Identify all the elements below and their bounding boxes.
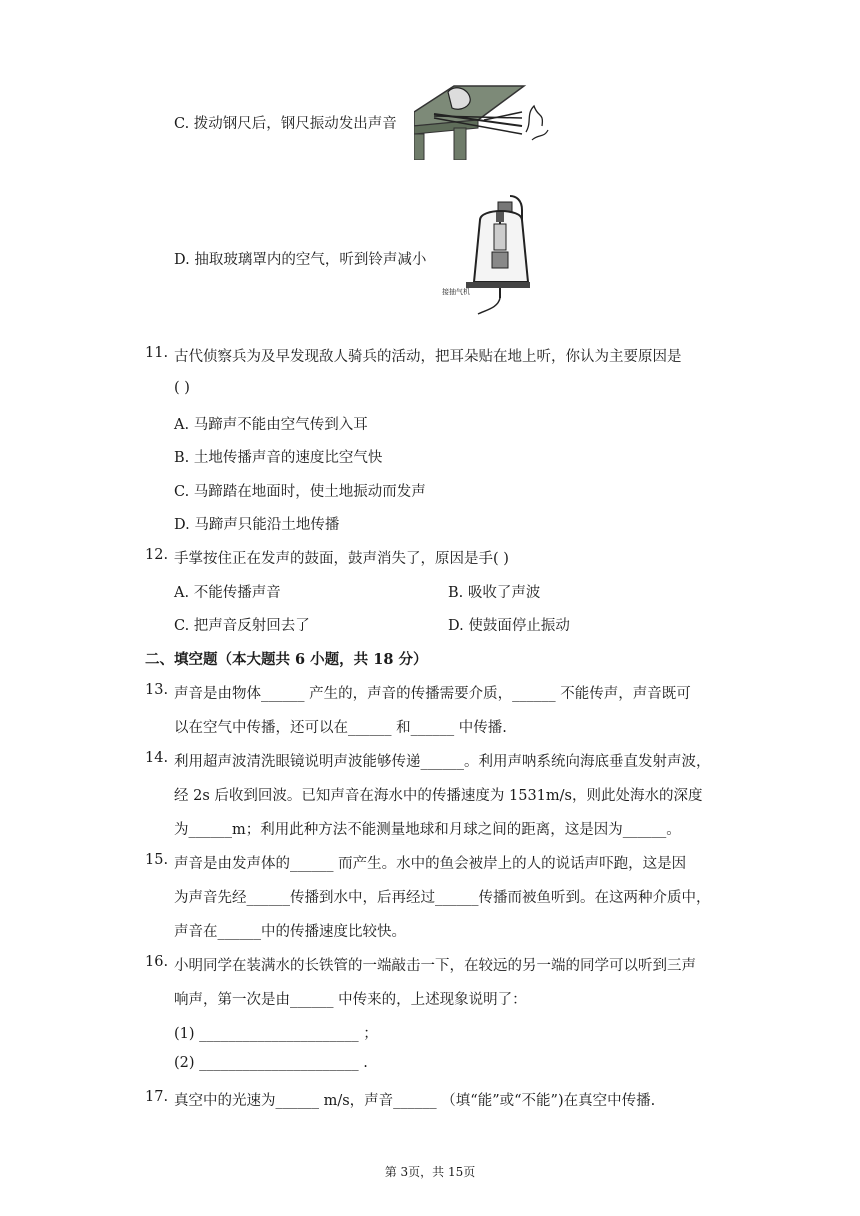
bell-jar-figure: [438, 194, 530, 322]
section-heading: 二、填空题（本大题共 6 小题，共 18 分）: [145, 651, 428, 668]
q12-number: 12.: [145, 547, 169, 563]
option-d-q10: D. 抽取玻璃罩内的空气，听到铃声减小: [174, 252, 427, 268]
q14-line-3: 为______m；利用此种方法不能测量地球和月球之间的距离，这是因为______。: [174, 822, 681, 838]
q14-line-1: 利用超声波清洗眼镜说明声波能够传递______。利用声呐系统向海底垂直发射声波，: [174, 754, 711, 770]
q14-number: 14.: [145, 750, 169, 766]
option-c-q10: C. 拨动钢尺后，钢尺振动发出声音: [174, 116, 397, 132]
q12-option-a: A. 不能传播声音: [174, 585, 281, 601]
q11-option-c: C. 马蹄踏在地面时，使土地振动而发声: [174, 484, 426, 500]
q16-line-4: (2) ______________________ .: [174, 1055, 368, 1071]
q11-option-b: B. 土地传播声音的速度比空气快: [174, 450, 383, 466]
q12-text: 手掌按住正在发声的鼓面，鼓声消失了，原因是手( ): [174, 551, 509, 567]
svg-text:接抽气机: 接抽气机: [442, 288, 470, 296]
q12-option-b: B. 吸收了声波: [448, 585, 541, 601]
page-footer: 第 3页，共 15页: [384, 1165, 476, 1179]
q15-number: 15.: [145, 852, 169, 868]
q17-number: 17.: [145, 1089, 169, 1105]
q11-option-d: D. 马蹄声只能沿土地传播: [174, 517, 340, 533]
q15-line-3: 声音在______中的传播速度比较快。: [174, 924, 406, 940]
q16-number: 16.: [145, 954, 169, 970]
q15-line-1: 声音是由发声体的______ 而产生。水中的鱼会被岸上的人的说话声吓跑，这是因: [174, 856, 687, 872]
q11-number: 11.: [145, 345, 169, 361]
q11-text: 古代侦察兵为及早发现敌人骑兵的活动，把耳朵贴在地上听，你认为主要原因是: [174, 349, 682, 365]
q13-number: 13.: [145, 682, 169, 698]
steel-ruler-figure: [414, 82, 550, 160]
q14-line-2: 经 2s 后收到回波。已知声音在海水中的传播速度为 1531m/s，则此处海水的深度: [174, 788, 703, 804]
q17-line-1: 真空中的光速为______ m/s，声音______ （填“能”或“不能”)在真空中传播.: [174, 1093, 656, 1109]
q12-option-d: D. 使鼓面停止振动: [448, 618, 570, 634]
q13-line-2: 以在空气中传播，还可以在______ 和______ 中传播.: [174, 720, 507, 736]
q16-line-1: 小明同学在装满水的长铁管的一端敲击一下，在较远的另一端的同学可以听到三声: [174, 958, 696, 974]
q11-bracket: ( ): [174, 380, 190, 396]
q13-line-1: 声音是由物体______ 产生的，声音的传播需要介质，______ 不能传声，声音既可: [174, 686, 691, 702]
q15-line-2: 为声音先经______传播到水中，后再经过______传播而被鱼听到。在这两种介质中，: [174, 890, 711, 906]
q11-option-a: A. 马蹄声不能由空气传到入耳: [174, 417, 368, 433]
q12-option-c: C. 把声音反射回去了: [174, 618, 310, 634]
q16-line-3: (1) ______________________ ；: [174, 1026, 378, 1042]
q16-line-2: 响声，第一次是由______ 中传来的，上述现象说明了：: [174, 992, 527, 1008]
